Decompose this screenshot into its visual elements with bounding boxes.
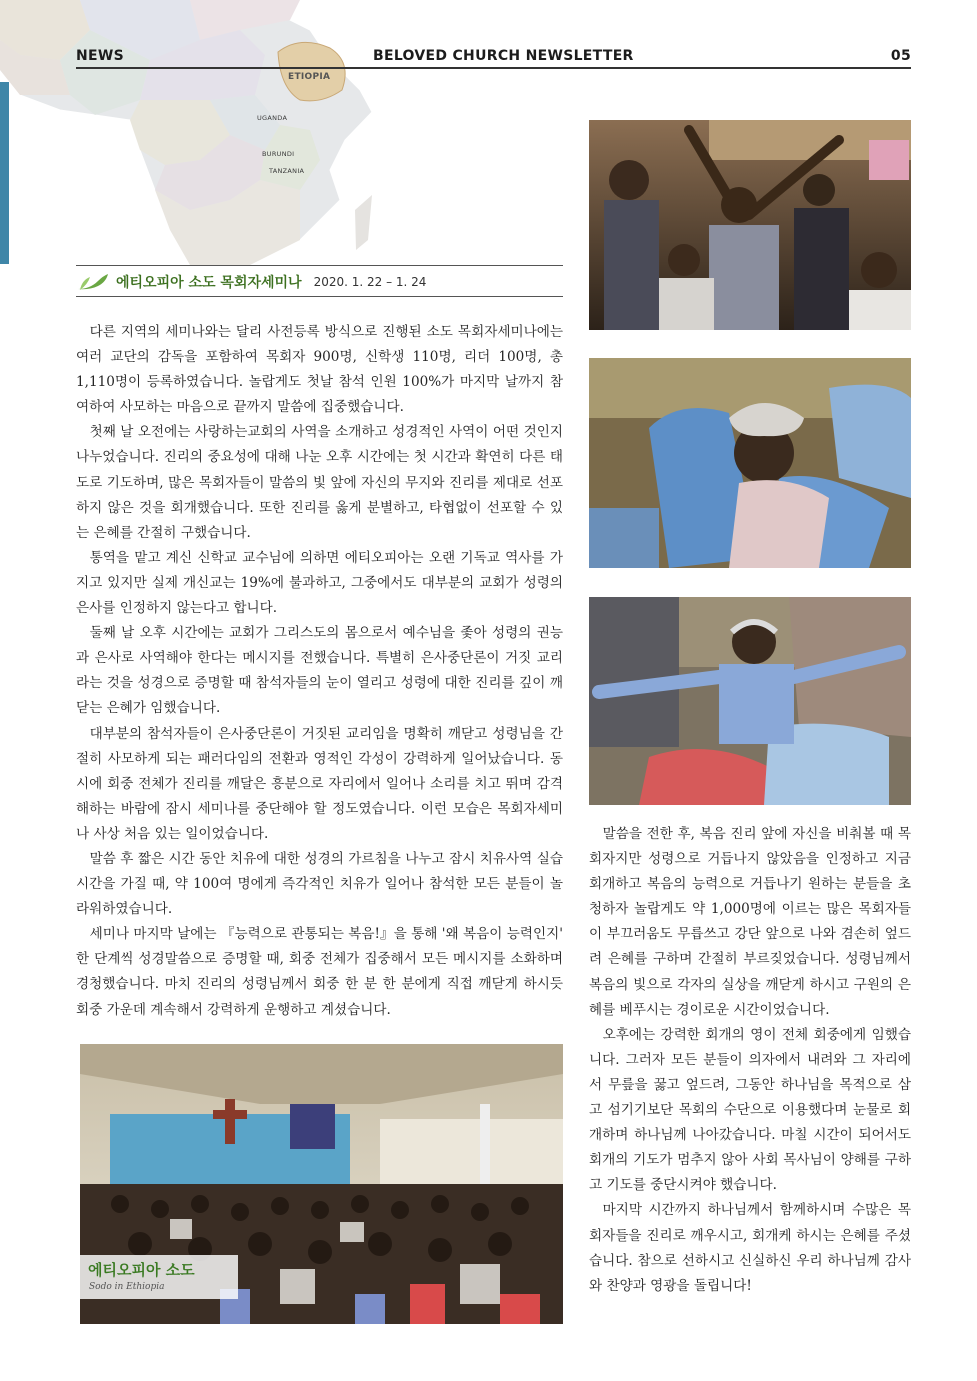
photo-caption — [80, 1255, 238, 1299]
right-column-text — [589, 822, 911, 1299]
paragraph: 마지막 시간까지 하나님께서 함께하시며 수많은 목회자들을 진리로 깨우시고, 회개케 하시는 은혜를 주셨습니다. 참으로 선하시고 신실하신 우리 하나님께 감사와 찬양과 영광을 돌립니다! — [589, 1202, 911, 1294]
map-label-tanzania: TANZANIA — [269, 167, 305, 175]
section-rule-bottom — [76, 296, 563, 297]
caption-korean: 에티오피아 소도 — [88, 1261, 195, 1279]
africa-map — [0, 0, 560, 270]
article-title: 에티오피아 소도 목회자세미나 — [116, 275, 302, 291]
header-rule — [76, 67, 911, 69]
paragraph: 대부분의 참석자들이 은사중단론이 거짓된 교리임을 명확히 깨닫고 성령님을 간절히 사모하게 되는 패러다임의 전환과 영적인 각성이 강력하게 일어났습니다. 동시에 회중 전체가 진리를 깨달은 흥분으로 자리에서 일어나 소리를 치고 뛰며 감격해하는 바람에 잠시 세미나를 중단해야 할 정도였습니다. 이런 모습은 목회자세미나 사상 처음 있는 일이었습니다. — [76, 725, 563, 842]
photo-woman-praying — [589, 358, 911, 568]
leaf-icon — [76, 272, 110, 292]
paragraph: 통역을 맡고 계신 신학교 교수님에 의하면 에티오피아는 오랜 기독교 역사를 가지고 있지만 실제 개신교는 19%에 불과하고, 그중에서도 대부분의 교회가 성령의 은사를 인정하지 않는다고 합니다. — [76, 549, 563, 617]
photo-worship-raised-hands — [589, 120, 911, 330]
header-section: NEWS — [76, 48, 125, 64]
section-rule-top — [76, 265, 563, 266]
header-title: BELOVED CHURCH NEWSLETTER — [373, 48, 634, 64]
side-accent-bar — [0, 82, 9, 264]
left-column-text — [76, 320, 563, 1023]
article-heading — [76, 270, 563, 294]
paragraph: 말씀을 전한 후, 복음 진리 앞에 자신을 비춰볼 때 목회자지만 성령으로 거듭나지 않았음을 인정하고 지금 회개하고 복음의 능력으로 거듭나기 원하는 분들을 초청하자 놀랍게도 약 1,000명에 이르는 많은 목회자들이 부끄러움도 무릅쓰고 강단 앞으로 나와 겸손히 엎드려 은혜를 구하며 간절히 부르짖었습니다. 성령님께서 복음의 빛으로 각자의 실상을 깨닫게 하시고 구원의 은혜를 베푸시는 경이로운 시간이었습니다. — [589, 826, 911, 1018]
paragraph: 세미나 마지막 날에는 『능력으로 관통되는 복음!』을 통해 '왜 복음이 능력인지' 한 단계씩 성경말씀으로 증명할 때, 회중 전체가 집중해서 모든 메시지를 소화하며 경청했습니다. 마치 진리의 성령님께서 회중 한 분 한 분에게 직접 깨닫게 하시듯 회중 가운데 계속해서 강력하게 운행하고 계셨습니다. — [76, 926, 563, 1018]
page-number: 05 — [890, 48, 911, 64]
map-label-ethiopia: ETIOPIA — [288, 72, 331, 82]
paragraph: 둘째 날 오후 시간에는 교회가 그리스도의 몸으로서 예수님을 좇아 성령의 권능과 은사로 사역해야 한다는 메시지를 전했습니다. 특별히 은사중단론이 거짓 교리라는 것을 성경으로 증명할 때 참석자들의 눈이 열리고 성령에 대한 진리를 깊이 깨닫는 은혜가 임했습니다. — [76, 625, 563, 717]
caption-english: Sodo in Ethiopia — [89, 1282, 165, 1292]
map-label-uganda: UGANDA — [257, 114, 288, 122]
paragraph: 다른 지역의 세미나와는 달리 사전등록 방식으로 진행된 소도 목회자세미나에는 여러 교단의 감독을 포함하여 목회자 900명, 신학생 110명, 리더 100명, 총 1,110명이 등록하였습니다. 놀랍게도 첫날 참석 인원 100%가 마지막 날까지 참여하여 사모하는 마음으로 끝까지 말씀에 집중했습니다. — [76, 324, 563, 416]
paragraph: 첫째 날 오전에는 사랑하는교회의 사역을 소개하고 성경적인 사역이 어떤 것인지 나누었습니다. 진리의 중요성에 대해 나눈 오후 시간에는 첫 시간과 확연히 다른 태도로 기도하며, 많은 목회자들이 말씀의 빛 앞에 자신의 무지와 진리를 제대로 선포하지 않은 것을 회개했습니다. 또한 진리를 옳게 분별하고, 타협없이 선포할 수 있는 은혜를 간절히 구했습니다. — [76, 424, 563, 541]
article-date: 2020. 1. 22 – 1. 24 — [313, 275, 427, 289]
paragraph: 말씀 후 짧은 시간 동안 치유에 대한 성경의 가르침을 나누고 잠시 치유사역 실습시간을 가질 때, 약 100여 명에게 즉각적인 치유가 일어나 참석한 모든 분들이 놀라워하였습니다. — [76, 850, 563, 918]
photo-man-arms-outstretched — [589, 597, 911, 805]
paragraph: 오후에는 강력한 회개의 영이 전체 회중에게 임했습니다. 그러자 모든 분들이 의자에서 내려와 그 자리에서 무릎을 꿇고 엎드려, 그동안 하나님을 목적으로 삼고 섬기기보단 목회의 수단으로 이용했다며 눈물로 회개하며 하나님께 나아갔습니다. 마칠 시간이 되어서도 회개의 기도가 멈추지 않아 사회 목사님이 양해를 구하고 기도를 중단시켜야 했습니다. — [589, 1026, 911, 1194]
map-label-burundi: BURUNDI — [262, 150, 295, 158]
